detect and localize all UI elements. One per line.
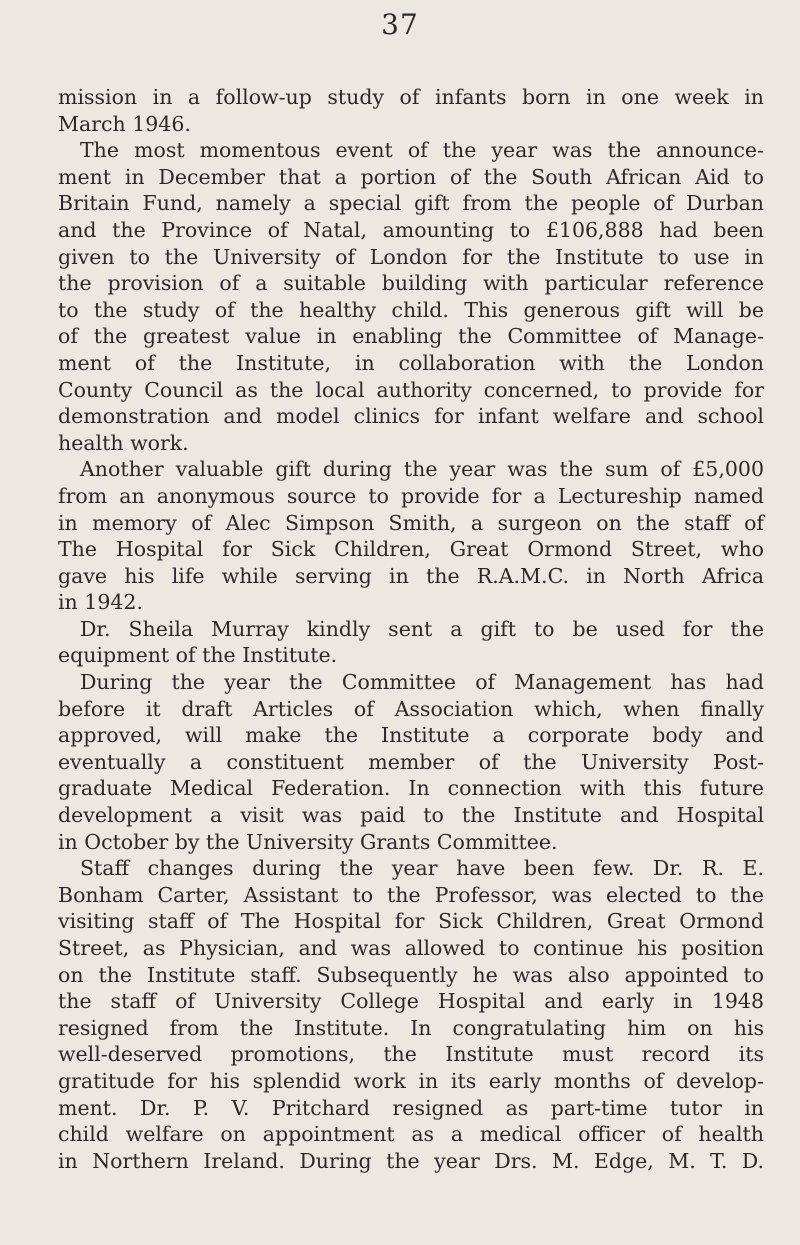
body-text xyxy=(58,84,764,1174)
text-line: eventually a constituent member of the University Post- xyxy=(58,749,764,774)
text-line: approved, will make the Institute a corporate body and xyxy=(58,723,764,748)
text-line: resigned from the Institute. In congratulating him on his xyxy=(58,1015,764,1040)
text-line: on the Institute staff. Subsequently he was also appointed to xyxy=(58,962,764,987)
text-line: ment of the Institute, in collaboration with the London xyxy=(58,350,764,375)
text-line: visiting staff of The Hospital for Sick Children, Great Ormond xyxy=(58,909,764,934)
text-line: from an anonymous source to provide for a Lectureship named xyxy=(58,483,764,508)
text-line: ment. Dr. P. V. Pritchard resigned as part-time tutor in xyxy=(58,1095,764,1120)
text-line: given to the University of London for the Institute to use in xyxy=(58,244,764,269)
text-line: During the year the Committee of Management has had xyxy=(80,670,764,695)
text-line: health work. xyxy=(58,430,189,455)
text-line: equipment of the Institute. xyxy=(58,643,338,668)
text-line: March 1946. xyxy=(58,111,191,136)
text-line: of the greatest value in enabling the Committee of Manage- xyxy=(58,324,764,349)
text-line: Bonham Carter, Assistant to the Professor, was elected to the xyxy=(58,882,764,907)
text-line: The Hospital for Sick Children, Great Ormond Street, who xyxy=(58,537,764,562)
text-line: Staff changes during the year have been few. Dr. R. E. xyxy=(80,856,764,881)
text-line: gratitude for his splendid work in its early months of develop- xyxy=(58,1068,764,1093)
text-line: development a visit was paid to the Institute and Hospital xyxy=(58,803,764,828)
text-line: in Northern Ireland. During the year Drs. M. Edge, M. T. D. xyxy=(58,1148,764,1173)
text-line: well-deserved promotions, the Institute must record its xyxy=(58,1042,764,1067)
text-line: in October by the University Grants Committee. xyxy=(58,829,558,854)
text-line: gave his life while serving in the R.A.M.C. in North Africa xyxy=(58,563,764,588)
text-line: mission in a follow-up study of infants born in one week in xyxy=(58,85,764,109)
text-line: the provision of a suitable building with particular reference xyxy=(58,271,764,296)
page-number: 37 xyxy=(381,8,419,41)
text-line: in 1942. xyxy=(58,590,143,615)
text-line: Street, as Physician, and was allowed to continue his position xyxy=(58,936,764,960)
text-line: County Council as the local authority concerned, to provide for xyxy=(58,377,764,402)
text-line: child welfare on appointment as a medical officer of health xyxy=(58,1122,764,1147)
text-line: the staff of University College Hospital and early in 1948 xyxy=(58,989,764,1014)
text-line: Britain Fund, namely a special gift from the people of Durban xyxy=(58,191,764,216)
text-line: before it draft Articles of Association which, when finally xyxy=(58,696,764,721)
text-line: ment in December that a portion of the South African Aid to xyxy=(58,164,764,189)
text-line: Dr. Sheila Murray kindly sent a gift to be used for the xyxy=(80,616,764,641)
text-line: and the Province of Natal, amounting to £106,888 had been xyxy=(58,217,764,242)
text-line: graduate Medical Federation. In connection with this future xyxy=(58,776,764,801)
text-line: demonstration and model clinics for infant welfare and school xyxy=(58,404,764,429)
text-line: to the study of the healthy child. This generous gift will be xyxy=(58,297,764,322)
text-line: The most momentous event of the year was the announce- xyxy=(80,138,764,163)
text-line: Another valuable gift during the year was the sum of £5,000 xyxy=(80,457,764,482)
text-line: in memory of Alec Simpson Smith, a surgeon on the staff of xyxy=(58,510,764,535)
